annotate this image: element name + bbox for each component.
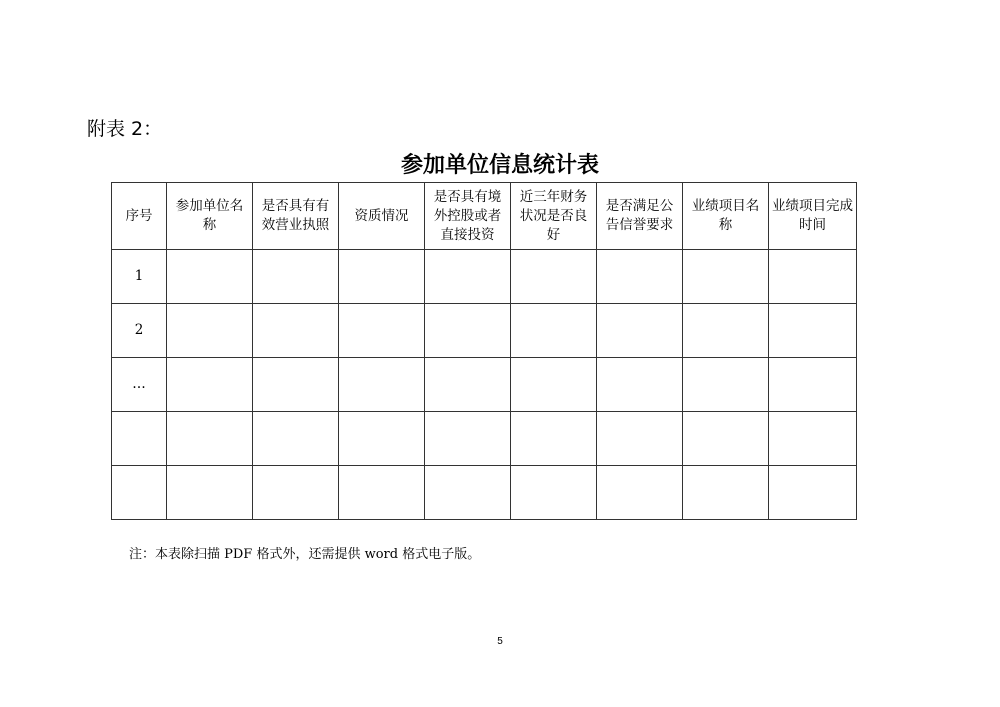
table-cell [683,412,769,466]
table-cell: … [112,358,167,412]
header-qualification: 资质情况 [339,183,425,250]
table-cell [597,412,683,466]
table-cell [253,250,339,304]
table-cell [511,304,597,358]
table-row [112,412,857,466]
table-cell [425,304,511,358]
header-index: 序号 [112,183,167,250]
table-cell [769,304,857,358]
table-cell [167,304,253,358]
table-cell [253,412,339,466]
table-cell: 1 [112,250,167,304]
table-cell [769,358,857,412]
table-cell [112,466,167,520]
table-footnote: 注：本表除扫描 PDF 格式外，还需提供 word 格式电子版。 [129,547,481,562]
page-number: 5 [497,636,503,647]
table-cell [425,466,511,520]
table-cell [511,250,597,304]
table-cell [683,358,769,412]
table-row [112,466,857,520]
table-cell [253,304,339,358]
table-cell [511,412,597,466]
header-project-completion-time: 业绩项目完成时间 [769,183,857,250]
table-cell [167,358,253,412]
table-cell [425,412,511,466]
table-cell [597,304,683,358]
page-title: 参加单位信息统计表 [400,152,599,178]
table-row [112,304,857,358]
table-row [112,358,857,412]
attachment-label: 附表 2： [87,118,163,140]
table-cell [339,412,425,466]
header-foreign-investment: 是否具有境外控股或者直接投资 [425,183,511,250]
table-cell [511,358,597,412]
header-financial-status: 近三年财务状况是否良好 [511,183,597,250]
header-unit-name: 参加单位名称 [167,183,253,250]
table-cell [167,412,253,466]
table-cell [425,358,511,412]
participant-info-table [111,182,857,520]
table-cell [597,358,683,412]
table-cell [339,358,425,412]
table-cell [112,412,167,466]
table-cell [253,466,339,520]
table-cell [683,250,769,304]
table-cell [597,250,683,304]
table-cell [683,466,769,520]
header-business-license: 是否具有有效营业执照 [253,183,339,250]
table-cell [769,250,857,304]
table-cell [769,466,857,520]
table-cell [167,466,253,520]
table-cell [339,466,425,520]
table-cell [511,466,597,520]
table-cell [425,250,511,304]
table-cell [167,250,253,304]
table-cell: 2 [112,304,167,358]
table-cell [339,250,425,304]
header-credit-requirement: 是否满足公告信誉要求 [597,183,683,250]
table-cell [339,304,425,358]
table-cell [683,304,769,358]
table-row [112,250,857,304]
table-header-row [112,183,857,250]
table-cell [597,466,683,520]
table-cell [769,412,857,466]
table-cell [253,358,339,412]
header-project-name: 业绩项目名称 [683,183,769,250]
